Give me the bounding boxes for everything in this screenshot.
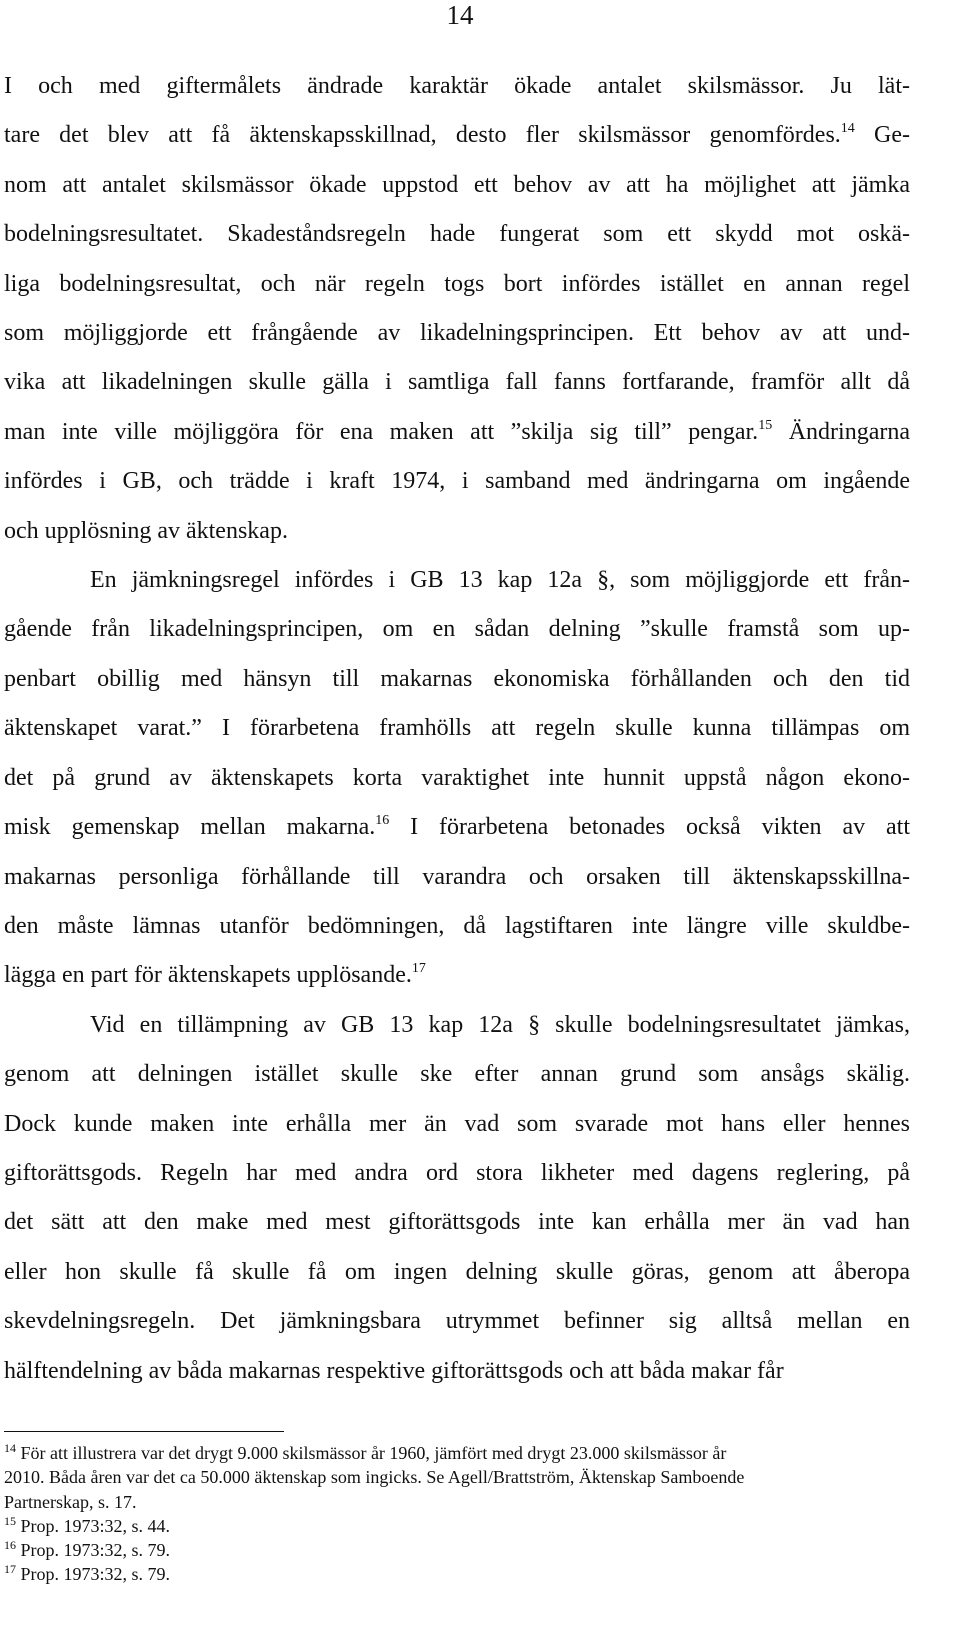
text-line bbox=[4, 754, 910, 803]
text-run: eller hon skulle få skulle få om ingen delning skulle göras, genom att åberopa bbox=[4, 1258, 910, 1285]
footnote-number: 14 bbox=[4, 1441, 16, 1455]
footnote-line bbox=[4, 1490, 904, 1514]
text-line bbox=[4, 1198, 910, 1247]
text-run: misk gemenskap mellan makarna. bbox=[4, 814, 376, 841]
text-run: genom att delningen istället skulle ske efter annan grund som ansågs skälig. bbox=[4, 1061, 910, 1088]
text-line bbox=[4, 111, 910, 160]
text-run: penbart obillig med hänsyn till makarnas ekonomiska förhållanden och den tid bbox=[4, 665, 910, 692]
text-run: Ändringarna bbox=[772, 418, 910, 445]
text-line bbox=[4, 853, 910, 902]
text-run: lägga en part för äktenskapets upplösande. bbox=[4, 962, 412, 989]
text-line bbox=[4, 1297, 910, 1346]
text-line bbox=[4, 803, 910, 852]
footnote-number: 16 bbox=[4, 1538, 16, 1553]
text-run: Dock kunde maken inte erhålla mer än vad som svarade mot hans eller hennes bbox=[4, 1110, 910, 1137]
footnote bbox=[4, 1441, 904, 1514]
text-run: och upplösning av äktenskap. bbox=[4, 517, 288, 544]
footnote-number: 17 bbox=[4, 1562, 16, 1577]
text-line bbox=[4, 1100, 910, 1149]
paragraph bbox=[4, 62, 910, 556]
text-run: äktenskapet varat.” I förarbetena framhölls att regeln skulle kunna tillämpas om bbox=[4, 715, 910, 742]
text-line bbox=[4, 260, 910, 309]
text-run: det på grund av äktenskapets korta varaktighet inte hunnit uppstå någon ekono- bbox=[4, 764, 910, 791]
text-line bbox=[4, 655, 910, 704]
text-line bbox=[4, 1248, 910, 1297]
footnote-line bbox=[4, 1562, 904, 1586]
text-line bbox=[4, 1001, 910, 1050]
text-run: liga bodelningsresultat, och när regeln togs bort infördes istället en annan regel bbox=[4, 270, 910, 297]
footnote bbox=[4, 1514, 904, 1538]
footnote bbox=[4, 1562, 904, 1586]
text-run: Ge- bbox=[854, 122, 910, 149]
text-line bbox=[4, 62, 910, 111]
text-line bbox=[4, 161, 910, 210]
footnote-text: För att illustrera var det drygt 9.000 skilsmässor år 1960, jämfört med drygt 23.000 skilsmässor år bbox=[16, 1443, 727, 1463]
footnote-text: 2010. Båda åren var det ca 50.000 äktenskap som ingicks. Se Agell/Brattström, Äktenskap Samboende bbox=[4, 1467, 745, 1488]
body-text bbox=[4, 62, 910, 1396]
footnote-reference[interactable]: 14 bbox=[840, 121, 855, 137]
text-run: skevdelningsregeln. Det jämkningsbara utrymmet befinner sig alltså mellan en bbox=[4, 1308, 910, 1335]
text-line bbox=[4, 1347, 910, 1396]
text-line bbox=[4, 210, 910, 259]
text-line bbox=[4, 309, 910, 358]
text-run: den måste lämnas utanför bedömningen, då lagstiftaren inte längre ville skuldbe- bbox=[4, 912, 910, 939]
footnote-text: Partnerskap, s. 17. bbox=[4, 1491, 137, 1512]
footnote-number: 15 bbox=[4, 1513, 16, 1528]
paragraph bbox=[4, 556, 910, 1001]
text-run: hälftendelning av båda makarnas respektive giftorättsgods och att båda makar får bbox=[4, 1357, 784, 1384]
text-line bbox=[4, 457, 910, 506]
text-run: I och med giftermålets ändrade karaktär ökade antalet skilsmässor. Ju lät- bbox=[4, 73, 910, 99]
text-run: Vid en tillämpning av GB 13 kap 12a § skulle bodelningsresultatet jämkas, bbox=[90, 1011, 910, 1038]
footnote-text: Prop. 1973:32, s. 79. bbox=[16, 1540, 171, 1561]
footnote-text: Prop. 1973:32, s. 44. bbox=[16, 1515, 171, 1536]
text-run: makarnas personliga förhållande till varandra och orsaken till äktenskapsskillna- bbox=[4, 863, 910, 890]
text-line bbox=[4, 507, 910, 556]
text-line bbox=[4, 951, 910, 1000]
text-run: giftorättsgods. Regeln har med andra ord stora likheter med dagens reglering, på bbox=[4, 1159, 910, 1186]
text-run: som möjliggjorde ett frångående av likadelningsprincipen. Ett behov av att und- bbox=[4, 320, 910, 347]
text-line bbox=[4, 704, 910, 753]
footnote-line bbox=[4, 1538, 904, 1562]
text-line bbox=[4, 358, 910, 407]
text-line bbox=[4, 902, 910, 951]
footnote-reference[interactable]: 16 bbox=[375, 813, 390, 829]
text-line bbox=[4, 1050, 910, 1099]
footnotes bbox=[4, 1441, 904, 1587]
text-run: det sätt att den make med mest giftorättsgods inte kan erhålla mer än vad han bbox=[4, 1209, 910, 1236]
text-run: I förarbetena betonades också vikten av att bbox=[389, 814, 910, 841]
footnote-text: Prop. 1973:32, s. 79. bbox=[16, 1564, 171, 1585]
text-run: gående från likadelningsprincipen, om en sådan delning ”skulle framstå som up- bbox=[4, 616, 910, 643]
text-run: man inte ville möjliggöra för ena maken att ”skilja sig till” pengar. bbox=[4, 418, 759, 445]
footnote bbox=[4, 1538, 904, 1562]
footnote-line bbox=[4, 1465, 904, 1489]
text-line bbox=[4, 605, 910, 654]
footnote-separator bbox=[4, 1431, 284, 1432]
text-run: bodelningsresultatet. Skadeståndsregeln hade fungerat som ett skydd mot oskä- bbox=[4, 221, 910, 248]
text-line bbox=[4, 556, 910, 605]
text-run: tare det blev att få äktenskapsskillnad, desto fler skilsmässor genomfördes. bbox=[4, 122, 841, 149]
footnote-line bbox=[4, 1441, 904, 1465]
text-run: En jämkningsregel infördes i GB 13 kap 12a §, som möjliggjorde ett från- bbox=[90, 567, 910, 594]
text-line bbox=[4, 408, 910, 457]
footnote-line bbox=[4, 1514, 904, 1538]
text-run: infördes i GB, och trädde i kraft 1974, i samband med ändringarna om ingående bbox=[4, 468, 910, 495]
footnote-reference[interactable]: 15 bbox=[758, 417, 773, 433]
text-run: vika att likadelningen skulle gälla i samtliga fall fanns fortfarande, framför allt då bbox=[4, 369, 910, 396]
page-number: 14 bbox=[446, 0, 474, 30]
paragraph bbox=[4, 1001, 910, 1396]
text-run: nom att antalet skilsmässor ökade uppstod ett behov av att ha möjlighet att jämka bbox=[4, 171, 910, 198]
text-line bbox=[4, 1149, 910, 1198]
footnote-reference[interactable]: 17 bbox=[411, 961, 426, 977]
